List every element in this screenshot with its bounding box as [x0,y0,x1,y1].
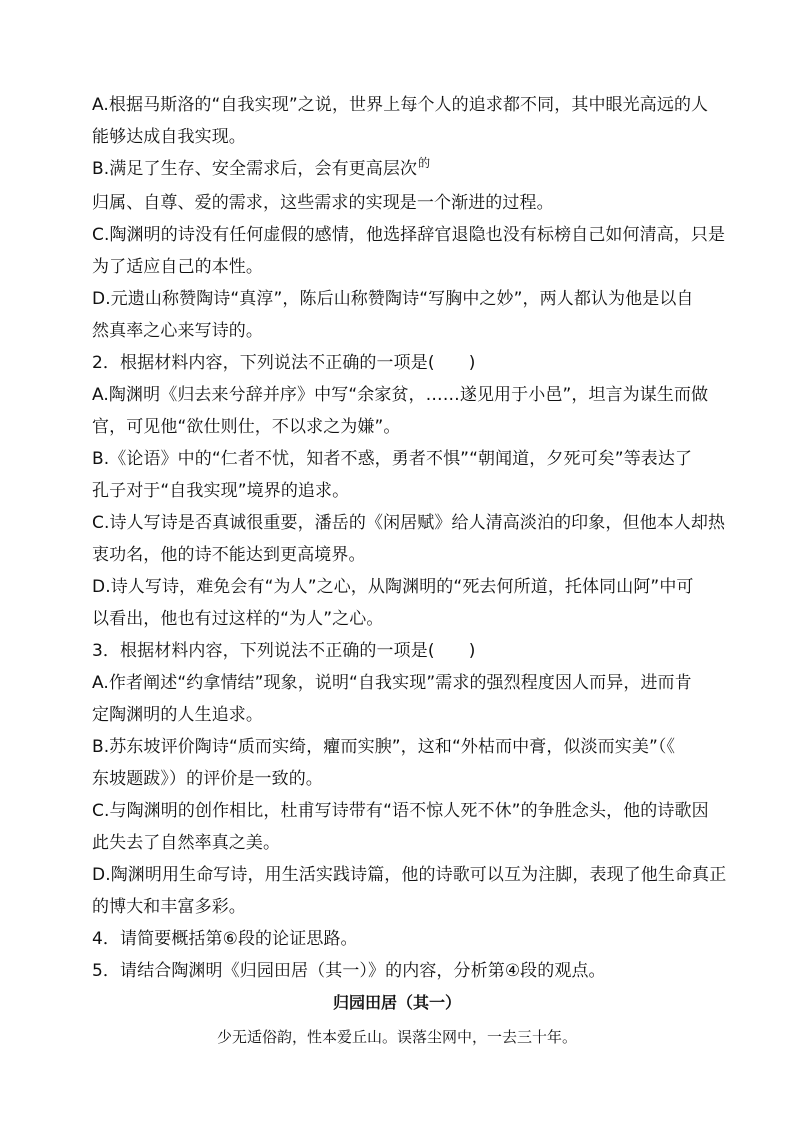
option-2b-line-1: B.《论语》中的“仁者不忧，知者不惑，勇者不惧”“朝闻道，夕死可矣”等表达了 [92,449,693,469]
option-2b-line-2: 孔子对于“自我实现”境界的追求。 [92,481,350,501]
option-3c-line-2: 此失去了自然率真之美。 [92,833,281,853]
question-2: 2．根据材料内容，下列说法不正确的一项是( ) [92,353,476,373]
option-3c-line-1: C.与陶渊明的创作相比，杜甫写诗带有“语不惊人死不休”的争胜念头，他的诗歌因 [92,801,709,821]
option-2c-line-2: 衷功名，他的诗不能达到更高境界。 [92,545,366,565]
option-1a-line-2: 能够达成自我实现。 [92,127,246,147]
option-1a-line-1: A.根据马斯洛的“自我实现”之说，世界上每个人的追求都不同，其中眼光高远的人 [92,95,709,115]
question-5: 5．请结合陶渊明《归园田居（其一）》的内容，分析第④段的观点。 [92,961,606,981]
superscript-char: 的 [418,156,431,170]
option-2d-line-2: 以看出，他也有过这样的“为人”之心。 [92,609,384,629]
option-1c-line-2: 为了适应自己的本性。 [92,257,263,277]
option-1c-line-1: C.陶渊明的诗没有任何虚假的感情，他选择辞官退隐也没有标榜自己如何清高，只是 [92,225,726,245]
question-4: 4．请简要概括第⑥段的论证思路。 [92,929,358,949]
option-2c-line-1: C.诗人写诗是否真诚很重要，潘岳的《闲居赋》给人清高淡泊的印象，但他本人却热 [92,513,726,533]
option-2d-line-1: D.诗人写诗，难免会有“为人”之心，从陶渊明的“死去何所道，托体同山阿”中可 [92,577,694,597]
poem-title: 归园田居（其一） [332,993,461,1012]
option-2a-line-2: 官，可见他“欲仕则仕，不以求之为嫌”。 [92,417,401,437]
option-3b-line-1: B.苏东坡评价陶诗“质而实绮，癯而实腴”，这和“外枯而中膏，似淡而实美”（《 [92,737,676,757]
option-3a-line-2: 定陶渊明的人生追求。 [92,705,263,725]
option-3d-line-1: D.陶渊明用生命写诗，用生活实践诗篇，他的诗歌可以互为注脚，表现了他生命真正 [92,865,727,885]
poem-line: 少无适俗韵，性本爱丘山。误落尘网中，一去三十年。 [216,1028,577,1046]
option-1b-line-1 [92,158,430,181]
option-3d-line-2: 的博大和丰富多彩。 [92,897,246,917]
option-3a-line-1: A.作者阐述“约拿情结”现象，说明“自我实现”需求的强烈程度因人而异，进而肯 [92,673,692,693]
option-3b-line-2: 东坡题跋》）的评价是一致的。 [92,769,323,789]
option-1d-line-1: D.元遗山称赞陶诗“真淳”，陈后山称赞陶诗“写胸中之妙”，两人都认为他是以自 [92,289,694,309]
option-2a-line-1: A.陶渊明《归去来兮辞并序》中写“余家贫，……遂见用于小邑”，坦言为谋生而做 [92,385,709,405]
option-1d-line-2: 然真率之心来写诗的。 [92,321,263,341]
question-3: 3．根据材料内容，下列说法不正确的一项是( ) [92,641,476,661]
option-1b-line-2: 归属、自尊、爱的需求，这些需求的实现是一个渐进的过程。 [92,193,554,213]
option-1b-text: B.满足了生存、安全需求后，会有更高层次 [92,159,418,179]
